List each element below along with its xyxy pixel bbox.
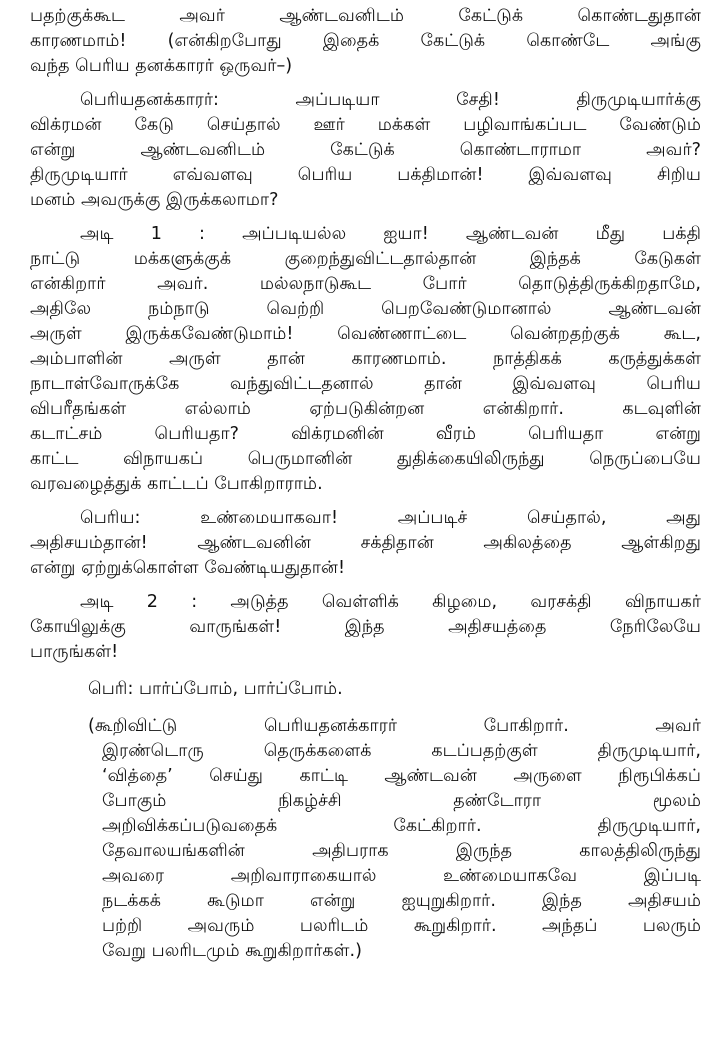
text-line: வேறு பலரிடமும் கூறுகிறார்கள்.): [102, 941, 362, 961]
text-line: என்கிறார் அவர். மல்லநாடுகூட போர் தொடுத்திருக்கிறதாமே,: [30, 274, 701, 294]
text-line: பதற்குக்கூட அவர் ஆண்டவனிடம் கேட்டுக் கொண்டதுதான்: [30, 6, 701, 26]
text-line: கடாட்சம் பெரியதா? விக்ரமனின் வீரம் பெரியதா என்று: [30, 424, 701, 444]
text-line: கோயிலுக்கு வாருங்கள்! இந்த அதிசயத்தை நேரிலேயே: [30, 617, 701, 637]
paragraph-adi-2: [30, 590, 701, 665]
text-line: வந்த பெரிய தனக்காரர் ஒருவர்–): [30, 56, 293, 76]
text-line: நாடாள்வோருக்கே வந்துவிட்டதனால் தான் இவ்வளவு பெரிய: [30, 374, 701, 394]
paragraph-continuation: [30, 4, 701, 79]
text-line: அவரை அறிவாராகையால் உண்மையாகவே இப்படி: [102, 866, 701, 886]
text-line: பெரியதனக்காரர்: அப்படியா சேதி! திருமுடியார்க்கு: [80, 90, 701, 110]
text-line: காட்ட விநாயகப் பெருமானின் துதிக்கையிலிருந்து நெருப்பையே: [30, 449, 701, 469]
paragraph-periya: [30, 506, 701, 581]
text-line: அதிசயம்தான்! ஆண்டவனின் சக்திதான் அகிலத்தை ஆள்கிறது: [30, 533, 701, 553]
paragraph-peri: [30, 677, 701, 702]
text-line: ‘வித்தை’ செய்து காட்டி ஆண்டவன் அருளை நிரூபிக்கப்: [102, 766, 701, 786]
text-line: விக்ரமன் கேடு செய்தால் ஊர் மக்கள் பழிவாங்கப்பட வேண்டும்: [30, 115, 701, 135]
text-line: இரண்டொரு தெருக்களைக் கடப்பதற்குள் திருமுடியார்,: [102, 741, 701, 761]
text-line: என்று ஏற்றுக்கொள்ள வேண்டியதுதான்!: [30, 558, 346, 578]
text-line: தேவாலயங்களின் அதிபராக இருந்த காலத்திலிருந்து: [102, 841, 701, 861]
text-line: விபரீதங்கள் எல்லாம் ஏற்படுகின்றன என்கிறார். கடவுளின்: [30, 399, 701, 419]
paragraph-periyathanakkarar: [30, 88, 701, 213]
text-line: அறிவிக்கப்படுவதைக் கேட்கிறார். திருமுடியார்,: [102, 816, 701, 836]
text-line: நடக்கக் கூடுமா என்று ஐயுறுகிறார். இந்த அதிசயம்: [102, 891, 701, 911]
text-line: போகும் நிகழ்ச்சி தண்டோரா மூலம்: [102, 791, 701, 811]
text-line: காரணமாம்! (என்கிறபோது இதைக் கேட்டுக் கொண்டே அங்கு: [30, 31, 701, 51]
text-line: அருள் இருக்கவேண்டுமாம்! வெண்ணாட்டை வென்றதற்குக் கூட,: [30, 324, 701, 344]
text-line: என்று ஆண்டவனிடம் கேட்டுக் கொண்டாராமா அவர்?: [30, 140, 701, 160]
stage-direction: [30, 714, 701, 964]
text-line: பெரிய: உண்மையாகவா! அப்படிச் செய்தால், அது: [80, 508, 701, 528]
text-line: வரவழைத்துக் காட்டப் போகிறாராம்.: [30, 474, 323, 494]
text-line: பற்றி அவரும் பலரிடம் கூறுகிறார். அந்தப் பலரும்: [102, 916, 701, 936]
text-line: அதிலே நம்நாடு வெற்றி பெறவேண்டுமானால் ஆண்டவன்: [30, 299, 701, 319]
text-line: அம்பாளின் அருள் தான் காரணமாம். நாத்திகக் கருத்துக்கள்: [30, 349, 701, 369]
text-line: அடி 2 : அடுத்த வெள்ளிக் கிழமை, வரசக்தி விநாயகர்: [80, 592, 701, 612]
text-line: பாருங்கள்!: [30, 642, 119, 662]
text-line: அடி 1 : அப்படியல்ல ஐயா! ஆண்டவன் மீது பக்தி: [80, 224, 701, 244]
text-line: பெரி: பார்ப்போம், பார்ப்போம்.: [88, 679, 343, 699]
text-line: நாட்டு மக்களுக்குக் குறைந்துவிட்டதால்தான் இந்தக் கேடுகள்: [30, 249, 701, 269]
text-line: மனம் அவருக்கு இருக்கலாமா?: [30, 190, 279, 210]
text-line: (கூறிவிட்டு பெரியதனக்காரர் போகிறார். அவர்: [88, 716, 701, 736]
text-line: திருமுடியார் எவ்வளவு பெரிய பக்திமான்! இவ்வளவு சிறிய: [30, 165, 701, 185]
paragraph-adi-1: [30, 222, 701, 497]
